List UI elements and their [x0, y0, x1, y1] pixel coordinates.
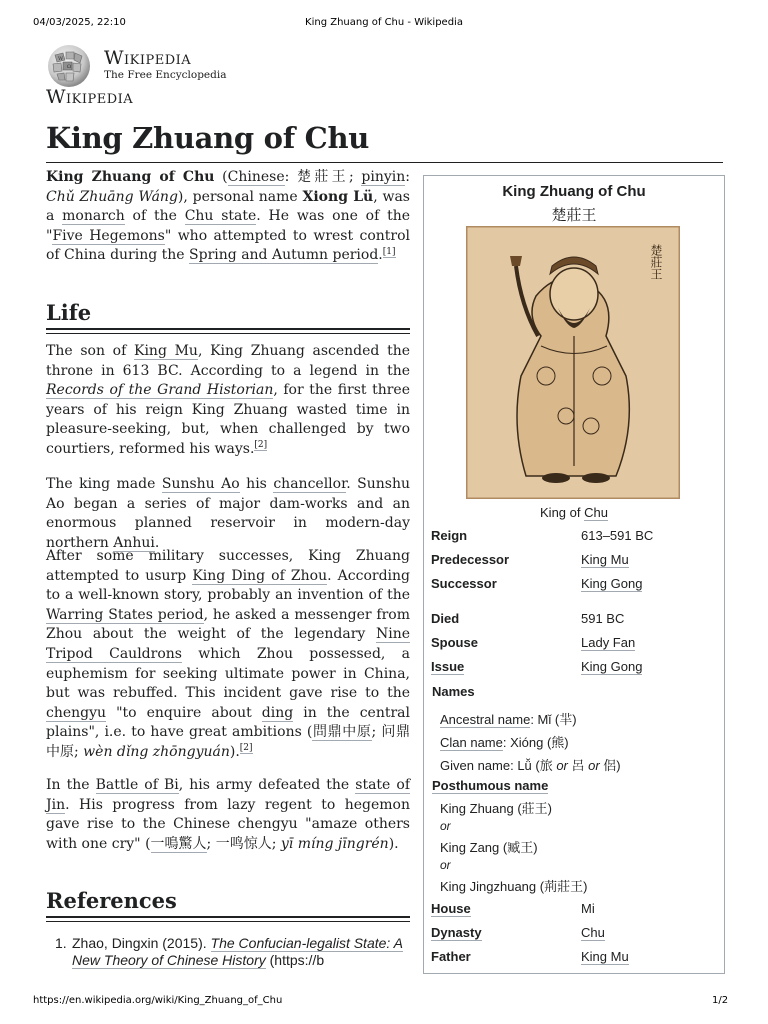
- infobox-row-successor: Successor King Gong: [431, 576, 643, 591]
- infobox-row-father: Father King Mu: [431, 949, 629, 964]
- clan-name: Clan name: Xióng (熊): [440, 735, 569, 750]
- five-hegemons-link[interactable]: Five Hegemons: [52, 227, 165, 244]
- ref-link-2[interactable]: [2]: [254, 440, 268, 451]
- names-heading: Names: [432, 684, 475, 699]
- print-datetime: 04/03/2025, 22:10: [33, 17, 126, 28]
- clan-name-link[interactable]: Clan name: [440, 735, 503, 750]
- wending-chinese-link[interactable]: 問鼎中原: [312, 724, 372, 741]
- ancestral-name-link[interactable]: Ancestral name: [440, 712, 531, 727]
- page-title: King Zhuang of Chu: [46, 121, 370, 155]
- title-underline: [46, 162, 723, 163]
- father-link[interactable]: King Mu: [581, 949, 629, 964]
- print-page-number: 1/2: [712, 995, 729, 1006]
- print-tab-title: King Zhuang of Chu - Wikipedia: [305, 17, 463, 28]
- infobox-row-dynasty: [431, 925, 721, 943]
- lead-personal-name: Xiong Lü: [302, 188, 374, 205]
- infobox-row-reign: Reign 613–591 BC: [431, 528, 654, 543]
- pinyin-link[interactable]: pinyin: [361, 169, 406, 185]
- dynasty-link[interactable]: Chu: [581, 925, 605, 940]
- posthumous-name-link[interactable]: Posthumous name: [432, 778, 549, 793]
- ref-link-1[interactable]: [1]: [382, 246, 396, 257]
- life-heading-rule: [46, 328, 410, 330]
- state-of-jin-link[interactable]: state of Jin: [46, 777, 411, 813]
- yiming-chinese-link[interactable]: 一鳴驚人: [150, 835, 207, 852]
- posthumous-or-1: or: [440, 819, 451, 833]
- house-label-link[interactable]: House: [431, 901, 471, 916]
- lead-paragraph: King Zhuang of Chu (Chinese: 楚莊王; pinyin: Chǔ Zhuāng Wáng), personal name Xiong Lü, was a monarch of the Chu state. He was one of the "Five Hegemons" who attempted to wrest control of China during the Spring and Autumn period.[1]: [46, 169, 410, 264]
- life-paragraph-1: The son of King Mu, King Zhuang ascended the throne in 613 BC. According to a legend in the Records of the Grand Historian, for the first three years of his reign King Zhuang wasted time in pleasure-seeking, but, when challenged by two courtiers, reformed his ways.[2]: [46, 343, 411, 457]
- dynasty-label-link[interactable]: Dynasty: [431, 925, 482, 940]
- wending-pinyin: wèn dǐng zhōngyuán: [83, 743, 230, 760]
- posthumous-name-2: King Zang (臧王): [440, 840, 538, 855]
- ref-link-2b[interactable]: [2]: [239, 743, 253, 754]
- print-url: https://en.wikipedia.org/wiki/King_Zhuang_of_Chu: [33, 995, 283, 1006]
- spouse-link[interactable]: Lady Fan: [581, 635, 636, 650]
- chu-state-link[interactable]: Chu state: [184, 208, 257, 225]
- svg-text:W: W: [58, 56, 64, 62]
- infobox-row-spouse: Spouse Lady Fan: [431, 635, 636, 650]
- anhui-link[interactable]: Anhui: [113, 534, 155, 551]
- nine-tripod-link[interactable]: Nine Tripod Cauldrons: [46, 626, 410, 662]
- wikipedia-wordmark[interactable]: Wikipedia: [104, 47, 192, 69]
- infobox-title: King Zhuang of Chu: [502, 183, 646, 200]
- battle-of-bi-link[interactable]: Battle of Bi: [95, 777, 179, 793]
- monarch-link[interactable]: monarch: [62, 208, 125, 225]
- given-name: Given name: Lǚ (旅 or 呂 or 侶): [440, 758, 621, 773]
- infobox-row-house: House Mi: [431, 901, 595, 916]
- wikipedia-globe-icon[interactable]: [45, 43, 95, 89]
- infobox-row-issue: [431, 659, 721, 677]
- infobox-row-died: Died 591 BC: [431, 611, 625, 626]
- ancestral-name: Ancestral name: Mǐ (羋): [440, 712, 577, 727]
- references-heading: References: [46, 888, 177, 913]
- life-heading: Life: [46, 300, 92, 325]
- issue-label-link[interactable]: Issue: [431, 659, 465, 674]
- chengyu-link[interactable]: chengyu: [46, 704, 107, 721]
- reference-item-1: Zhao, Dingxin (2015). The Confucian-legalist State: A New Theory of Chinese History (https://b: [72, 935, 404, 968]
- posthumous-or-2: or: [440, 858, 451, 872]
- predecessor-link[interactable]: King Mu: [581, 552, 629, 567]
- svg-text:Ω: Ω: [67, 64, 72, 70]
- infobox-row-predecessor: Predecessor King Mu: [431, 552, 629, 567]
- posthumous-name-3: King Jingzhuang (荊莊王): [440, 879, 588, 894]
- king-ding-link[interactable]: King Ding of Zhou: [192, 567, 328, 584]
- infobox-subtitle: 楚莊王: [551, 207, 597, 224]
- ding-link[interactable]: ding: [261, 704, 294, 721]
- spring-autumn-link[interactable]: Spring and Autumn period: [189, 247, 379, 264]
- reference-number-1: 1.: [55, 935, 67, 951]
- lead-bold-name: King Zhuang of Chu: [46, 169, 215, 185]
- yiming-pinyin: yī míng jīngrén: [280, 835, 389, 852]
- successor-link[interactable]: King Gong: [581, 576, 643, 591]
- life-paragraph-2: The king made Sunshu Ao his chancellor. Sunshu Ao began a series of major dam-works and an enormous planned reservoir in modern-day northern Anhui.: [46, 476, 410, 551]
- records-link[interactable]: Records of the Grand Historian: [46, 382, 274, 399]
- posthumous-name-1: King Zhuang (莊王): [440, 801, 552, 816]
- reference-title-link[interactable]: The Confucian-legalist State: A New Theory of Chinese History: [72, 935, 404, 968]
- infobox: [423, 175, 725, 974]
- life-paragraph-3: After some military successes, King Zhuang attempted to usurp King Ding of Zhou. According to a well-known story, probably an invention of the Warring States period, he asked a messenger from Zhou about the weight of the legendary Nine Tripod Cauldrons which Zhou possessed, a euphemism for seeking ultimate power in China, but was rebuffed. This incident gave rise to the chengyu "to enquire about ding in the central plains", i.e. to have great ambitions (問鼎中原; 问鼎中原; wèn dǐng zhōngyuán).[2]: [46, 548, 411, 760]
- king-mu-link[interactable]: King Mu: [133, 343, 198, 359]
- wikipedia-wordmark-secondary[interactable]: Wikipedia: [46, 86, 134, 108]
- chancellor-link[interactable]: chancellor: [273, 476, 347, 492]
- lead-pinyin: Chǔ Zhuāng Wáng: [46, 188, 178, 205]
- wikipedia-tagline: The Free Encyclopedia: [104, 69, 227, 81]
- sunshu-ao-link[interactable]: Sunshu Ao: [161, 476, 240, 492]
- references-heading-rule: [46, 916, 410, 918]
- infobox-caption: King of Chu: [540, 505, 608, 520]
- portrait-caption: 楚莊王: [649, 244, 663, 280]
- posthumous-heading: [432, 778, 548, 793]
- warring-states-link[interactable]: Warring States period: [46, 606, 204, 623]
- chinese-link[interactable]: Chinese: [227, 169, 285, 185]
- life-paragraph-4: In the Battle of Bi, his army defeated the state of Jin. His progress from lazy regent to hegemon gave rise to the Chinese chengyu "amaze others with one cry" (一鳴驚人; 一鸣惊人; yī míng jīngrén).: [46, 777, 411, 852]
- portrait-image[interactable]: [466, 226, 680, 499]
- life-heading-rule-2: [46, 333, 410, 334]
- issue-link[interactable]: King Gong: [581, 659, 643, 674]
- caption-chu-link[interactable]: Chu: [584, 505, 608, 520]
- references-heading-rule-2: [46, 921, 410, 922]
